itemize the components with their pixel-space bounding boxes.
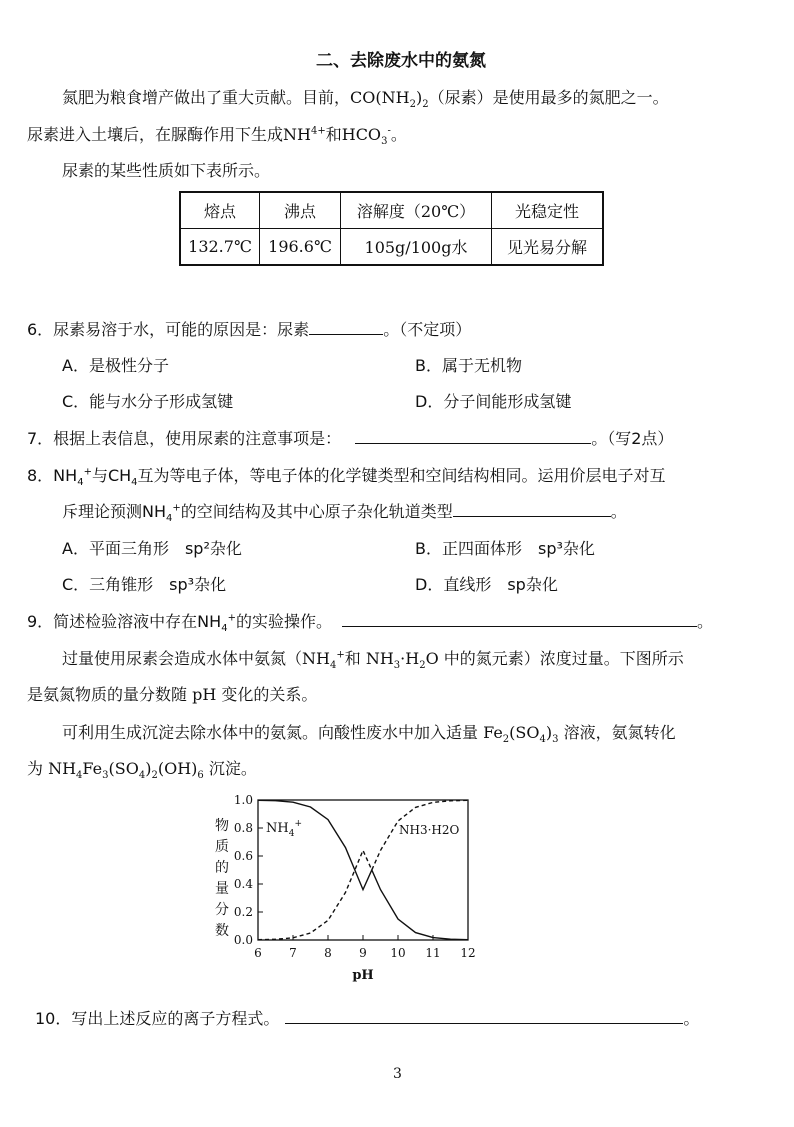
x-tick-label: 12 bbox=[460, 946, 476, 960]
x-axis-label: pH bbox=[352, 968, 374, 983]
paragraph-ammonia-excess-1: 过量使用尿素会造成水体中氨氮（$NH_4^+$和 $NH_3\cdot H_2O$ 中的氮元素）浓度过量。下图所示 bbox=[62, 649, 684, 672]
intro-paragraph-3: 尿素的某些性质如下表所示。 bbox=[62, 161, 271, 180]
y-axis-label-char: 的 bbox=[215, 860, 229, 876]
series-line-nh3h2o bbox=[258, 800, 468, 939]
y-tick-label: 1.0 bbox=[233, 793, 253, 807]
y-axis-label-char: 数 bbox=[215, 923, 229, 939]
paragraph-precipitation-2: 为 $NH_4Fe_3(SO_4)_2(OH)_6$ 沉淀。 bbox=[27, 759, 257, 782]
q8-option-d[interactable]: D．直线形 sp杂化 bbox=[415, 575, 558, 594]
answer-blank-q10[interactable] bbox=[285, 1007, 683, 1024]
table-cell: 见光易分解 bbox=[492, 229, 604, 266]
q8-option-b[interactable]: B．正四面体形 sp³杂化 bbox=[415, 539, 595, 558]
table-cell: 105g/100g水 bbox=[341, 229, 492, 266]
intro-paragraph-2: 尿素进入土壤后，在脲酶作用下生成$NH^{4+}$和$HCO_3^-$。 bbox=[27, 125, 407, 148]
answer-blank-q8[interactable] bbox=[453, 500, 611, 517]
series-label-nh3h2o: NH3·H2O bbox=[399, 823, 460, 837]
table-row bbox=[180, 229, 603, 266]
x-tick-label: 11 bbox=[425, 946, 441, 960]
urea-properties-table bbox=[179, 191, 604, 266]
x-tick-label: 10 bbox=[390, 946, 406, 960]
question-6-stem: 6．尿素易溶于水，可能的原因是：尿素 。（不定项） bbox=[27, 320, 472, 339]
x-tick-label: 9 bbox=[359, 946, 367, 960]
answer-blank-q7[interactable] bbox=[355, 427, 591, 444]
table-header-cell: 溶解度（20℃） bbox=[341, 192, 492, 229]
answer-blank-q9[interactable] bbox=[342, 610, 697, 627]
answer-blank-q6[interactable] bbox=[309, 318, 383, 335]
y-tick-label: 0.2 bbox=[233, 905, 253, 919]
table-header-row bbox=[180, 192, 603, 229]
y-axis-label bbox=[215, 817, 229, 939]
intro-paragraph-1: 氮肥为粮食增产做出了重大贡献。目前，$CO(NH_2)_2$（尿素）是使用最多的氮肥之一。 bbox=[62, 88, 669, 111]
series-group bbox=[258, 800, 468, 939]
q6-option-b[interactable]: B．属于无机物 bbox=[415, 356, 522, 375]
y-tick-label: 0.6 bbox=[233, 849, 253, 863]
x-tick-label: 6 bbox=[254, 946, 262, 960]
q8-option-c[interactable]: C．三角锥形 sp³杂化 bbox=[62, 575, 227, 594]
y-axis-label-char: 质 bbox=[215, 839, 229, 855]
q8-option-a[interactable]: A．平面三角形 sp²杂化 bbox=[62, 539, 242, 558]
y-axis-label-char: 物 bbox=[215, 818, 229, 834]
ammonia-fraction-chart bbox=[200, 790, 500, 990]
section-title: 二、去除废水中的氨氮 bbox=[316, 51, 486, 71]
question-10-stem: 10．写出上述反应的离子方程式。 。 bbox=[35, 1009, 700, 1028]
question-8-line-2: 斥理论预测$NH_4^+$的空间结构及其中心原子杂化轨道类型 。 bbox=[62, 502, 627, 525]
y-axis-label-char: 分 bbox=[215, 902, 229, 918]
question-8-line-1: 8．$NH_4^+$与$CH_4$互为等电子体，等电子体的化学键类型和空间结构相同。运用价层电子对互 bbox=[27, 466, 666, 489]
question-7-stem: 7．根据上表信息，使用尿素的注意事项是： 。（写2点） bbox=[27, 429, 674, 448]
plot-frame bbox=[258, 800, 468, 940]
chart-ylabel bbox=[215, 817, 229, 939]
table-header-cell: 熔点 bbox=[180, 192, 260, 229]
y-tick-label: 0.4 bbox=[233, 877, 253, 891]
page-number: 3 bbox=[393, 1066, 402, 1082]
x-tick-label: 8 bbox=[324, 946, 332, 960]
question-9-stem: 9．简述检验溶液中存在$NH_4^+$的实验操作。 。 bbox=[27, 612, 713, 635]
table-header-cell: 沸点 bbox=[260, 192, 341, 229]
series-line-nh4 bbox=[258, 800, 468, 939]
x-tick-label: 7 bbox=[289, 946, 297, 960]
paragraph-ammonia-excess-2: 是氨氮物质的量分数随 pH 变化的关系。 bbox=[27, 685, 318, 704]
paragraph-precipitation-1: 可利用生成沉淀去除水体中的氨氮。向酸性废水中加入适量 $Fe_2(SO_4)_3$ 溶液，氨氮转化 bbox=[62, 723, 676, 746]
table-header-cell: 光稳定性 bbox=[492, 192, 604, 229]
q6-option-c[interactable]: C．能与水分子形成氢键 bbox=[62, 392, 234, 411]
y-tick-label: 0.0 bbox=[233, 933, 253, 947]
table-cell: 196.6℃ bbox=[260, 229, 341, 266]
q6-option-d[interactable]: D．分子间能形成氢键 bbox=[415, 392, 572, 411]
y-tick-label: 0.8 bbox=[233, 821, 253, 835]
y-axis-label-char: 量 bbox=[215, 881, 229, 897]
q6-option-a[interactable]: A．是极性分子 bbox=[62, 356, 169, 375]
table-cell: 132.7℃ bbox=[180, 229, 260, 266]
series-label-nh4: $NH_4^+$ bbox=[266, 819, 302, 839]
